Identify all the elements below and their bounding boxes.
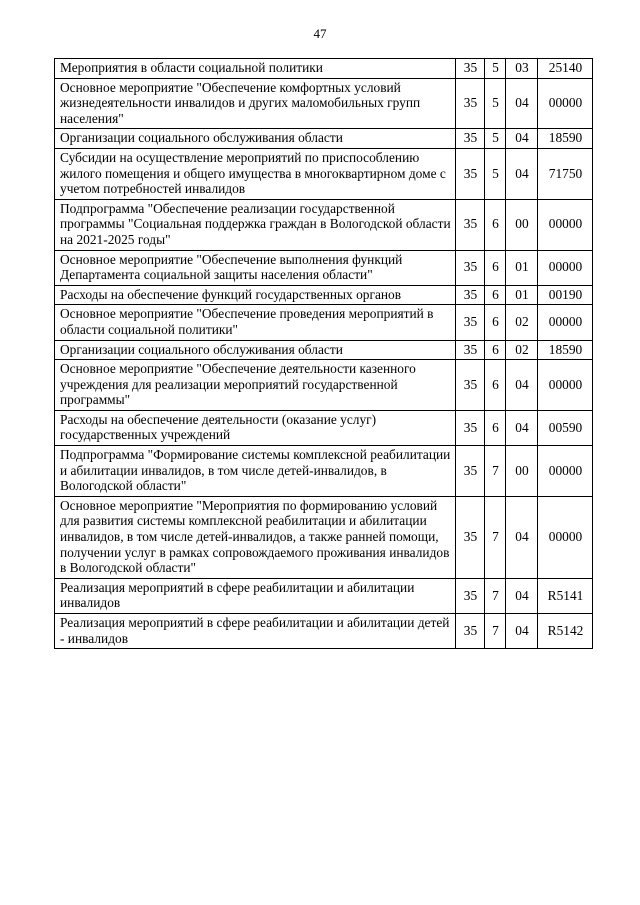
activity-code-cell: 04 [506,496,538,578]
subprogram-code-cell: 6 [485,305,506,340]
subprogram-code-cell: 6 [485,285,506,305]
table-row [55,285,593,305]
direction-code-cell: 25140 [538,59,593,79]
table-row [55,78,593,129]
program-name-cell: Организации социального обслуживания области [55,340,456,360]
activity-code-cell: 01 [506,285,538,305]
table-row [55,446,593,497]
subprogram-code-cell: 6 [485,250,506,285]
program-name-cell: Расходы на обеспечение функций государственных органов [55,285,456,305]
ministry-code-cell: 35 [456,410,485,445]
program-name-cell: Подпрограмма "Формирование системы комплексной реабилитации и абилитации инвалидов, в том числе детей-инвалидов, в Вологодской области" [55,446,456,497]
table-body [55,59,593,649]
direction-code-cell: 18590 [538,129,593,149]
table-row [55,199,593,250]
direction-code-cell: 18590 [538,340,593,360]
program-name-cell: Реализация мероприятий в сфере реабилитации и абилитации инвалидов [55,578,456,613]
ministry-code-cell: 35 [456,199,485,250]
direction-code-cell: 00000 [538,360,593,411]
subprogram-code-cell: 5 [485,78,506,129]
page-number: 47 [313,26,327,41]
direction-code-cell: 00190 [538,285,593,305]
ministry-code-cell: 35 [456,360,485,411]
subprogram-code-cell: 5 [485,129,506,149]
ministry-code-cell: 35 [456,129,485,149]
ministry-code-cell: 35 [456,148,485,199]
program-name-cell: Реализация мероприятий в сфере реабилитации и абилитации детей - инвалидов [55,614,456,649]
ministry-code-cell: 35 [456,496,485,578]
subprogram-code-cell: 6 [485,199,506,250]
program-name-cell: Основное мероприятие "Обеспечение деятельности казенного учреждения для реализации мероприятий государственной программы" [55,360,456,411]
ministry-code-cell: 35 [456,59,485,79]
ministry-code-cell: 35 [456,578,485,613]
direction-code-cell: 00000 [538,496,593,578]
subprogram-code-cell: 5 [485,59,506,79]
direction-code-cell: 00000 [538,78,593,129]
table-row [55,410,593,445]
program-name-cell: Расходы на обеспечение деятельности (оказание услуг) государственных учреждений [55,410,456,445]
table-row [55,148,593,199]
activity-code-cell: 04 [506,614,538,649]
direction-code-cell: 00000 [538,199,593,250]
activity-code-cell: 04 [506,360,538,411]
activity-code-cell: 00 [506,446,538,497]
table-row [55,340,593,360]
subprogram-code-cell: 6 [485,360,506,411]
program-name-cell: Субсидии на осуществление мероприятий по приспособлению жилого помещения и общего имущества в многоквартирном доме с учетом потребностей инвалидов [55,148,456,199]
ministry-code-cell: 35 [456,285,485,305]
ministry-code-cell: 35 [456,305,485,340]
subprogram-code-cell: 7 [485,578,506,613]
ministry-code-cell: 35 [456,614,485,649]
direction-code-cell: R5141 [538,578,593,613]
program-name-cell: Основное мероприятие "Обеспечение комфортных условий жизнедеятельности инвалидов и других маломобильных групп населения" [55,78,456,129]
subprogram-code-cell: 6 [485,410,506,445]
table-row [55,59,593,79]
ministry-code-cell: 35 [456,250,485,285]
direction-code-cell: 00000 [538,446,593,497]
activity-code-cell: 04 [506,148,538,199]
activity-code-cell: 04 [506,78,538,129]
program-name-cell: Организации социального обслуживания области [55,129,456,149]
table-row [55,360,593,411]
table-row [55,614,593,649]
activity-code-cell: 04 [506,129,538,149]
program-name-cell: Основное мероприятие "Обеспечение выполнения функций Департамента социальной защиты населения области" [55,250,456,285]
activity-code-cell: 01 [506,250,538,285]
program-name-cell: Основное мероприятие "Мероприятия по формированию условий для развития системы комплексной реабилитации и абилитации инвалидов, в том числе детей-инвалидов, а также ранней помощи, получении услуг в рамках сопровождаемого проживания инвалидов в Вологодской области" [55,496,456,578]
table-row [55,305,593,340]
ministry-code-cell: 35 [456,340,485,360]
subprogram-code-cell: 6 [485,340,506,360]
activity-code-cell: 02 [506,340,538,360]
direction-code-cell: 00000 [538,250,593,285]
table-row [55,129,593,149]
program-name-cell: Мероприятия в области социальной политики [55,59,456,79]
program-name-cell: Подпрограмма "Обеспечение реализации государственной программы "Социальная поддержка граждан в Вологодской области на 2021-2025 годы" [55,199,456,250]
table-row [55,578,593,613]
program-name-cell: Основное мероприятие "Обеспечение проведения мероприятий в области социальной политики" [55,305,456,340]
budget-classification-table [54,58,593,649]
table-row [55,496,593,578]
direction-code-cell: 00000 [538,305,593,340]
subprogram-code-cell: 7 [485,496,506,578]
ministry-code-cell: 35 [456,446,485,497]
activity-code-cell: 04 [506,410,538,445]
direction-code-cell: 71750 [538,148,593,199]
subprogram-code-cell: 7 [485,446,506,497]
direction-code-cell: R5142 [538,614,593,649]
activity-code-cell: 03 [506,59,538,79]
subprogram-code-cell: 7 [485,614,506,649]
activity-code-cell: 04 [506,578,538,613]
subprogram-code-cell: 5 [485,148,506,199]
direction-code-cell: 00590 [538,410,593,445]
activity-code-cell: 00 [506,199,538,250]
activity-code-cell: 02 [506,305,538,340]
table-row [55,250,593,285]
ministry-code-cell: 35 [456,78,485,129]
